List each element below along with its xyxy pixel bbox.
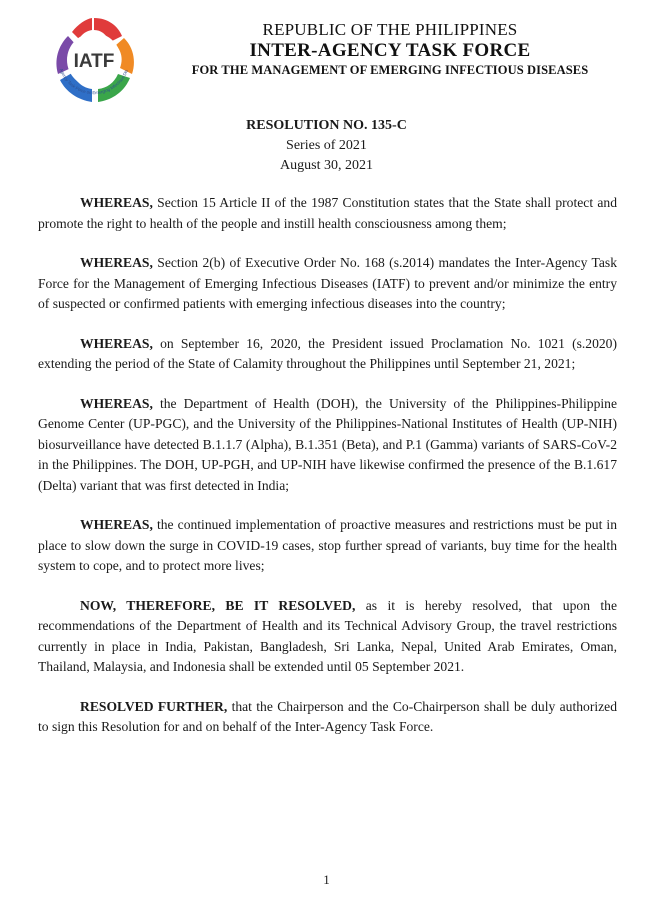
paragraph-lead: RESOLVED FURTHER, [80,698,228,714]
paragraph-lead: WHEREAS, [80,517,153,532]
iatf-logo [46,12,142,108]
paragraph-lead: WHEREAS, [80,255,153,270]
letterhead-mandate: FOR THE MANAGEMENT OF EMERGING INFECTIOUS DISEASES [191,63,589,77]
resolution-title: RESOLUTION NO. 135-C [246,118,407,133]
paragraph-lead: WHEREAS, [80,195,153,210]
page-number: 1 [323,872,330,887]
paragraph-text: Section 15 Article II of the 1987 Constitution states that the State shall protect and promote the right to health of the people and instill health consciousness among them; [38,195,617,231]
paragraph-text: as it is hereby resolved, that upon the recommendations of the Department of Health and its Technical Advisory Group, the travel restrictions currently in place in India, Pakistan, Bangladesh, Sri Lanka, Nepal, United Arab Emirates, Oman, Thailand, Malaysia, and Indonesia shall be extended until 05 September 2021. [38,597,617,674]
paragraph-lead: NOW, THEREFORE, BE IT RESOLVED, [80,597,356,613]
resolution-body [38,193,617,757]
paragraph-whereas-variants [38,394,617,497]
logo-text: IATF [73,51,115,72]
resolution-date: August 30, 2021 [280,158,373,173]
letterhead-country: REPUBLIC OF THE PHILIPPINES [262,20,518,39]
paragraph-text: Section 2(b) of Executive Order No. 168 (s.2014) mandates the Inter-Agency Task Force for the Management of Emerging Infectious Diseases (IATF) to prevent and/or minimize the entry of suspected or confirmed patients with emerging infectious diseases into the country; [38,255,617,311]
paragraph-whereas-measures [38,515,617,577]
paragraph-whereas-eo168 [38,253,617,315]
paragraph-resolved [38,596,617,678]
letterhead [150,20,630,78]
paragraph-text: on September 16, 2020, the President issued Proclamation No. 1021 (s.2020) extending the period of the State of Calamity throughout the Philippines until September 21, 2021; [38,335,617,371]
iatf-logo-graphic [46,12,142,108]
paragraph-text: the Department of Health (DOH), the University of the Philippines-Philippine Genome Center (UP-PGC), and the University of the Philippines-National Institutes of Health (UP-NIH) biosurveillance have detected B.1.1.7 (Alpha), B.1.351 (Beta), and P.1 (Gamma) variants of SARS-CoV-2 in the Philippines. The DOH, UP-PGH, and UP-NIH have likewise confirmed the presence of the B.1.617 (Delta) variant that was first detected in India; [38,395,617,493]
paragraph-resolved-further [38,697,617,738]
resolution-series: Series of 2021 [286,138,367,153]
paragraph-text: the continued implementation of proactive measures and restrictions must be put in place to slow down the surge in COVID-19 cases, stop further spread of variants, buy time for the health system to cope, and to protect more lives; [38,517,617,573]
paragraph-lead: WHEREAS, [80,335,153,351]
paragraph-text: that the Chairperson and the Co-Chairperson shall be duly authorized to sign this Resolution for and on behalf of the Inter-Agency Task Force. [38,698,617,734]
logo-ring-text: Agency Task Force on Emerging Infectious Dis [58,67,129,96]
paragraph-whereas-constitution [38,193,617,234]
resolution-heading [0,116,653,176]
paragraph-whereas-calamity [38,334,617,375]
letterhead-agency: INTER-AGENCY TASK FORCE [249,40,531,61]
paragraph-lead: WHEREAS, [80,395,153,411]
